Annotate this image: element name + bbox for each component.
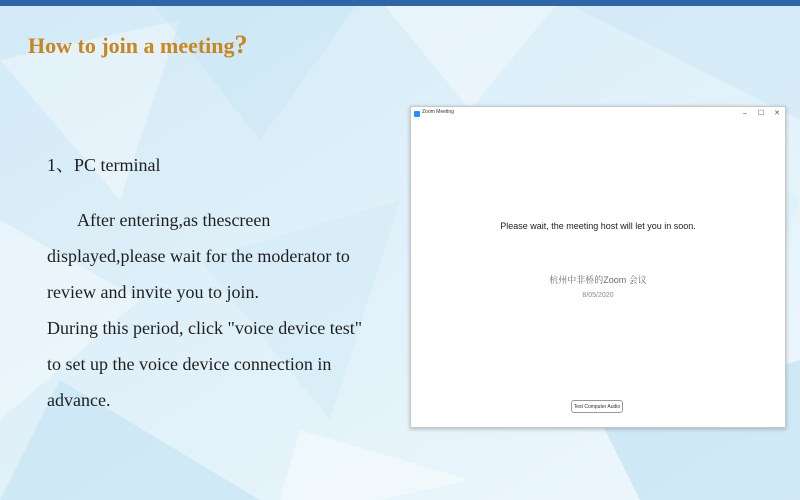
paragraph-line: displayed,please wait for the moderator to — [47, 246, 350, 266]
top-accent-bar — [0, 0, 800, 6]
meeting-date: 8/05/2020 — [582, 292, 614, 299]
window-title: Zoom Meeting — [422, 109, 454, 115]
paragraph-line: review and invite you to join. — [47, 282, 259, 302]
zoom-meeting-window — [410, 106, 786, 428]
window-titlebar[interactable] — [411, 107, 785, 121]
meeting-name: 杭州中非桥的Zoom 会议 — [549, 275, 647, 285]
instruction-paragraph — [47, 202, 407, 418]
zoom-logo-icon — [414, 111, 420, 117]
close-button[interactable]: ✕ — [774, 110, 780, 117]
maximize-button[interactable]: ☐ — [757, 110, 765, 117]
step-heading: 1、PC terminal — [47, 155, 161, 175]
slide-title-text: How to join a meeting — [28, 33, 235, 58]
paragraph-line: advance. — [47, 390, 111, 410]
minimize-button[interactable]: – — [743, 110, 747, 117]
slide-title-mark: ? — [234, 30, 248, 59]
instruction-text — [47, 150, 407, 418]
paragraph-line: After entering,as thescreen — [77, 210, 271, 230]
paragraph-line: to set up the voice device connection in — [47, 354, 332, 374]
slide-title — [28, 30, 248, 60]
paragraph-line: During this period, click "voice device test" — [47, 318, 363, 338]
waiting-message: Please wait, the meeting host will let you in soon. — [500, 221, 696, 231]
test-computer-audio-button[interactable]: Test Computer Audio — [571, 400, 623, 413]
